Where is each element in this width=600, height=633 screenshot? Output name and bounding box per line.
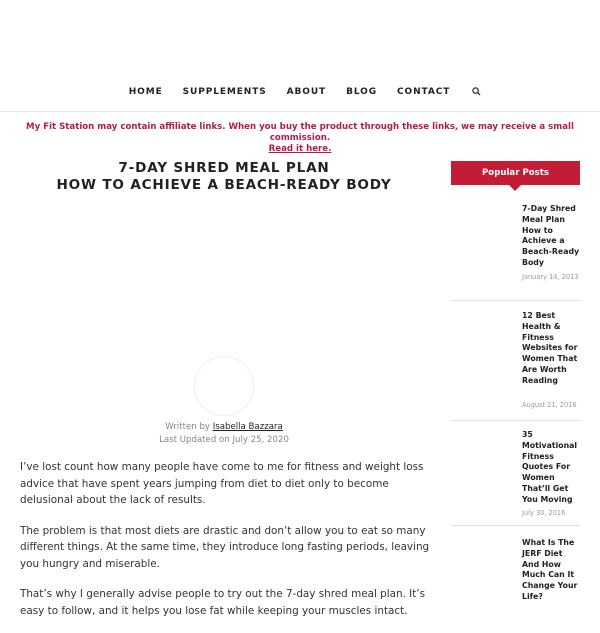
- nav-home[interactable]: HOME: [128, 87, 163, 97]
- popular-post-3[interactable]: [451, 427, 580, 526]
- popular-post-title[interactable]: What Is The JERF Diet And How Much Can It Change Your Life?: [522, 538, 578, 601]
- nav-supplements[interactable]: SUPPLEMENTS: [182, 87, 267, 97]
- title-line-2: HOW TO ACHIEVE A BEACH-READY BODY: [56, 177, 392, 193]
- nav-blog[interactable]: BLOG: [346, 87, 378, 97]
- popular-post-2[interactable]: [451, 309, 580, 421]
- popular-post-1[interactable]: [451, 201, 580, 301]
- author-link[interactable]: Isabella Bazzara: [212, 422, 283, 432]
- article-body: [20, 459, 430, 633]
- nav-about[interactable]: ABOUT: [286, 87, 327, 97]
- author-avatar: [194, 356, 254, 416]
- affiliate-disclaimer: [10, 122, 590, 155]
- popular-post-date: July 30, 2016: [522, 509, 566, 517]
- site-header: [0, 0, 600, 75]
- byline: [18, 421, 430, 447]
- paragraph-2: The problem is that most diets are drastic and don’t allow you to eat so many different things. At the same time, they introduce long fasting periods, leaving you hungry and miserable.: [20, 524, 430, 570]
- main-nav: [0, 74, 600, 112]
- popular-post-title[interactable]: 35 Motivational Fitness Quotes For Women That’ll Get You Moving: [522, 430, 578, 504]
- paragraph-3: That’s why I generally advise people to try out the 7-day shred meal plan. It’s easy to follow, and it helps you lose fat while keeping your muscles intact.: [20, 588, 426, 617]
- search-icon[interactable]: [460, 86, 481, 99]
- sidebar: [451, 161, 580, 601]
- popular-post-date: January 14, 2013: [522, 273, 579, 281]
- affiliate-text: My Fit Station may contain affiliate links. When you buy the product through these links, we may receive a small commission.: [26, 122, 574, 143]
- popular-post-title[interactable]: 12 Best Health & Fitness Websites for Women That Are Worth Reading: [522, 311, 578, 385]
- popular-posts-header: Popular Posts: [451, 161, 580, 185]
- popular-post-4[interactable]: [451, 536, 580, 600]
- page-title: [18, 160, 430, 194]
- popular-post-date: August 21, 2016: [522, 401, 577, 409]
- last-updated: Last Updated on July 25, 2020: [159, 435, 289, 445]
- article: [18, 160, 430, 617]
- popular-post-title[interactable]: 7-Day Shred Meal Plan How to Achieve a Beach-Ready Body: [522, 204, 580, 267]
- written-by-label: Written by: [165, 422, 210, 432]
- search-icon-svg: [472, 87, 481, 96]
- nav-contact[interactable]: CONTACT: [397, 87, 451, 97]
- affiliate-read-link[interactable]: Read it here.: [268, 144, 332, 154]
- paragraph-1: I’ve lost count how many people have come to me for fitness and weight loss advice that have spent years jumping from diet to diet only to become delusional about the lack of results.: [20, 461, 424, 506]
- title-line-1: 7-DAY SHRED MEAL PLAN: [118, 160, 330, 176]
